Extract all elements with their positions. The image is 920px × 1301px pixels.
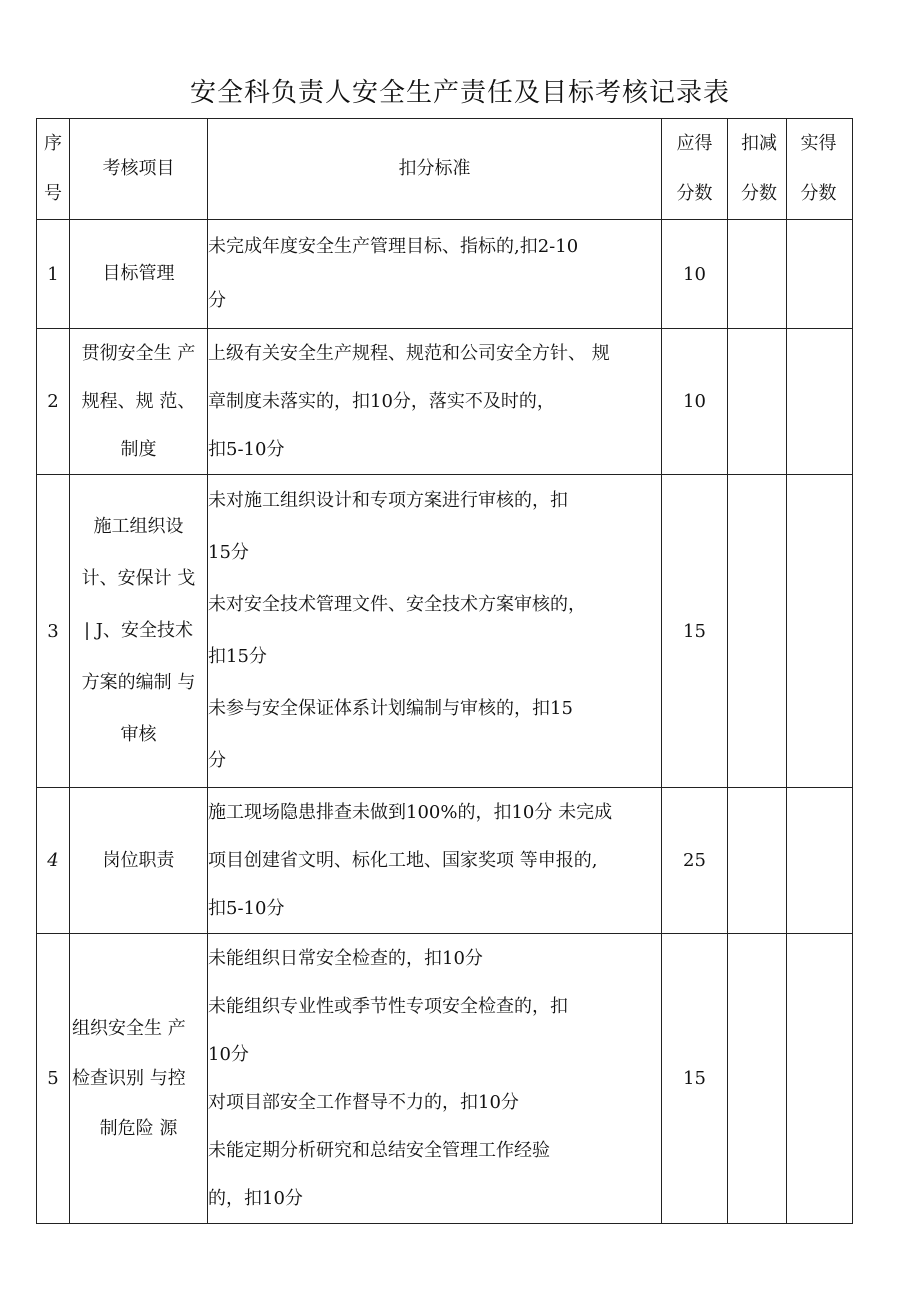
header-score — [662, 119, 728, 220]
header-actual — [787, 119, 853, 220]
row-deduct[interactable] — [728, 475, 787, 788]
header-seq-line-2: 号 — [44, 183, 62, 204]
criteria-line: 未能组织日常安全检查的，扣10分 — [208, 947, 483, 969]
criteria-line: 分 — [208, 750, 226, 771]
criteria-line: 施工现场隐患排查未做到100%的，扣10分 未完成 — [208, 801, 613, 823]
row-seq: 4 — [37, 788, 70, 934]
criteria-line: 10分 — [208, 1043, 249, 1065]
row-deduct[interactable] — [728, 329, 787, 475]
row-actual[interactable] — [787, 788, 853, 934]
criteria-line: 项目创建省文明、标化工地、国家奖项 等申报的, — [208, 849, 598, 871]
header-seq-line-1: 序 — [44, 133, 62, 154]
row-deduct[interactable] — [728, 788, 787, 934]
row-actual[interactable] — [787, 934, 853, 1224]
table-row — [37, 934, 853, 1224]
row-seq: 3 — [37, 475, 70, 788]
criteria-line: 未参与安全保证体系计划编制与审核的，扣15 — [208, 698, 573, 719]
row-item-line: 岗位职责 — [102, 849, 175, 871]
row-deduct[interactable] — [728, 220, 787, 329]
row-deduct[interactable] — [728, 934, 787, 1224]
criteria-line: 15分 — [208, 542, 249, 563]
header-actual-line-2: 分数 — [800, 183, 837, 204]
header-deduct-line-1: 扣减 — [741, 133, 777, 154]
row-item-line: | J、安全技术 — [83, 620, 193, 641]
header-score-line-1: 应得 — [676, 133, 713, 154]
row-actual[interactable] — [787, 475, 853, 788]
header-criteria — [208, 119, 662, 220]
criteria-line: 未对施工组织设计和专项方案进行审核的，扣 — [208, 490, 568, 511]
row-item-line: 方案的编制 与 — [81, 672, 196, 693]
row-score: 15 — [662, 934, 728, 1224]
header-criteria-label: 扣分标准 — [398, 158, 471, 179]
assessment-table — [36, 118, 853, 1224]
criteria-line: 未完成年度安全生产管理目标、指标的,扣2-10 — [208, 236, 579, 257]
row-seq: 5 — [37, 934, 70, 1224]
row-score: 25 — [662, 788, 728, 934]
row-item — [70, 934, 208, 1224]
row-actual[interactable] — [787, 329, 853, 475]
row-seq: 2 — [37, 329, 70, 475]
row-score: 15 — [662, 475, 728, 788]
criteria-line: 对项目部安全工作督导不力的，扣10分 — [208, 1091, 519, 1113]
header-deduct — [728, 119, 787, 220]
criteria-line: 分 — [208, 290, 226, 311]
row-item-line: 制危险 源 — [99, 1117, 178, 1139]
criteria-line: 上级有关安全生产规程、规范和公司安全方针、 规 — [208, 342, 610, 364]
row-item-line: 规程、规 范、 — [81, 390, 196, 412]
table-row — [37, 475, 853, 788]
header-seq — [37, 119, 70, 220]
row-item-line: 计、安保计 戈 — [81, 568, 196, 589]
row-score: 10 — [662, 329, 728, 475]
header-item — [70, 119, 208, 220]
row-item — [70, 220, 208, 329]
header-row — [37, 119, 853, 220]
row-item — [70, 788, 208, 934]
row-item-line: 制度 — [120, 438, 157, 460]
row-score: 10 — [662, 220, 728, 329]
criteria-line: 未能组织专业性或季节性专项安全检查的，扣 — [208, 995, 568, 1017]
table-row — [37, 329, 853, 475]
row-item — [70, 329, 208, 475]
criteria-line: 的，扣10分 — [208, 1187, 303, 1209]
row-criteria — [208, 475, 662, 788]
criteria-line: 扣5-10分 — [208, 897, 285, 919]
row-item-line: 组织安全生 产 — [72, 1017, 186, 1039]
row-actual[interactable] — [787, 220, 853, 329]
row-item-line: 贯彻安全生 产 — [81, 342, 196, 364]
row-item — [70, 475, 208, 788]
header-deduct-line-2: 分数 — [741, 183, 777, 204]
row-criteria — [208, 934, 662, 1224]
header-item-label: 考核项目 — [102, 158, 175, 179]
criteria-line: 扣15分 — [208, 646, 267, 667]
row-criteria — [208, 788, 662, 934]
row-item-line: 检查识别 与控 — [72, 1067, 186, 1089]
criteria-line: 未能定期分析研究和总结安全管理工作经验 — [208, 1139, 550, 1161]
header-actual-line-1: 实得 — [800, 133, 837, 154]
row-item-line: 施工组织设 — [93, 516, 184, 537]
criteria-line: 未对安全技术管理文件、安全技术方案审核的， — [208, 594, 586, 615]
row-item-line: 目标管理 — [102, 263, 175, 284]
criteria-line: 章制度未落实的，扣10分，落实不及时的， — [208, 390, 555, 412]
criteria-line: 扣5-10分 — [208, 438, 285, 460]
row-item-line: 审核 — [120, 724, 157, 745]
table-row — [37, 788, 853, 934]
row-seq: 1 — [37, 220, 70, 329]
page-title: 安全科负责人安全生产责任及目标考核记录表 — [189, 78, 730, 108]
row-criteria — [208, 220, 662, 329]
table-row — [37, 220, 853, 329]
row-criteria — [208, 329, 662, 475]
header-score-line-2: 分数 — [676, 183, 713, 204]
